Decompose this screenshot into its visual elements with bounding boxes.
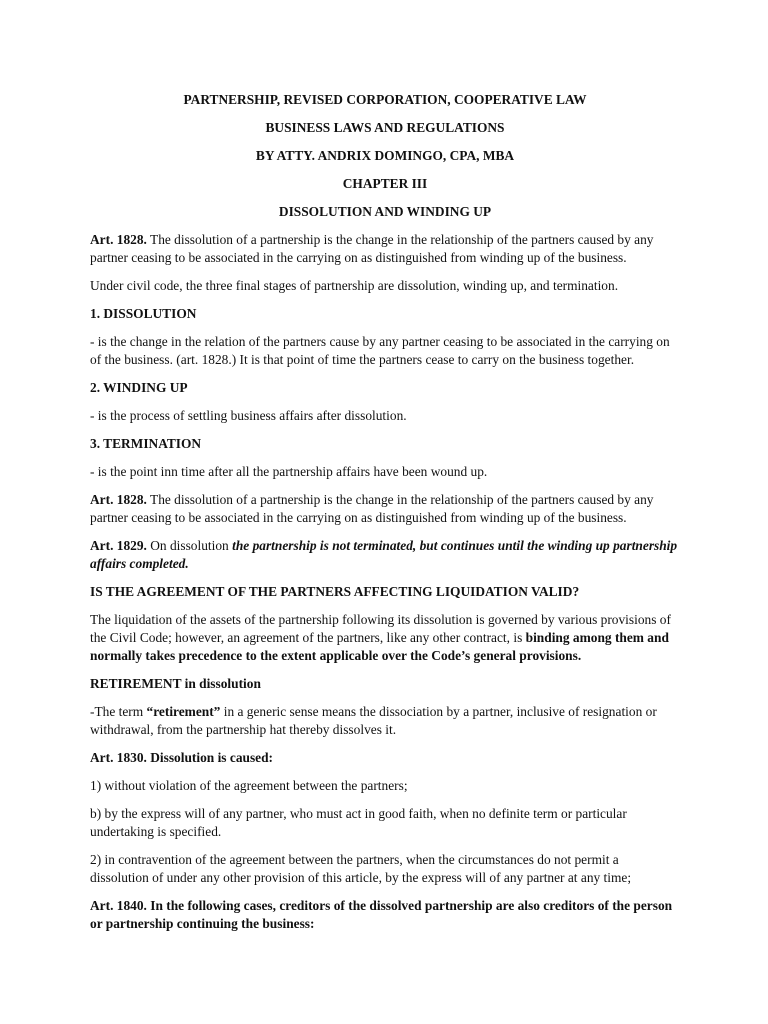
stages-paragraph: Under civil code, the three final stages of partnership are dissolution, winding up, and termination. <box>90 278 619 293</box>
art-1828-repeat-paragraph <box>90 491 680 527</box>
heading-retirement <box>90 675 680 693</box>
art-1828-paragraph <box>90 231 680 267</box>
doc-title-line2: BUSINESS LAWS AND REGULATIONS <box>265 120 505 135</box>
heading-dissolution: 1. DISSOLUTION <box>90 306 197 321</box>
chapter-number: CHAPTER III <box>342 176 428 191</box>
art-label: Art. 1828. <box>90 492 147 507</box>
doc-title-line1: PARTNERSHIP, REVISED CORPORATION, COOPERATIVE LAW <box>183 92 587 107</box>
art-label: Art. 1829. <box>90 538 147 553</box>
list-item-b: b) by the express will of any partner, who must act in good faith, when no definite term or particular undertaking is specified. <box>90 806 627 839</box>
art-emphasis: the partnership is not terminated, but continues until the winding up partnership affairs completed. <box>90 538 678 571</box>
chapter-title: DISSOLUTION AND WINDING UP <box>278 204 492 219</box>
heading-termination: 3. TERMINATION <box>90 436 202 451</box>
heading-agreement-question: IS THE AGREEMENT OF THE PARTNERS AFFECTING LIQUIDATION VALID? <box>90 584 580 599</box>
liquidation-paragraph <box>90 611 680 665</box>
list-item-1: 1) without violation of the agreement between the partners; <box>90 778 408 793</box>
art-1829-paragraph <box>90 537 680 573</box>
art-text: The dissolution of a partnership is the change in the relationship of the partners caused by any partner ceasing to be associated in the carrying on as distinguished from winding up of the business. <box>90 232 654 265</box>
retirement-pre: -The term <box>90 704 147 719</box>
termination-definition: - is the point inn time after all the partnership affairs have been wound up. <box>90 464 488 479</box>
heading-winding-up: 2. WINDING UP <box>90 380 188 395</box>
document-page <box>90 91 680 943</box>
retirement-rest: in dissolution <box>181 676 261 691</box>
art-text: The dissolution of a partnership is the change in the relationship of the partners caused by any partner ceasing to be associated in the carrying on as distinguished from winding up of the business. <box>90 492 654 525</box>
retirement-post: in a generic sense means the dissociation by a partner, inclusive of resignation or withdrawal, from the partnership hat thereby dissolves it. <box>90 704 657 737</box>
liquidation-text: The liquidation of the assets of the partnership following its dissolution is governed by various provisions of the Civil Code; however, an agreement of the partners, like any other contract, is <box>90 612 671 645</box>
list-item-2: 2) in contravention of the agreement between the partners, when the circumstances do not permit a dissolution of under any other provision of this article, by the express will of any partner at any time; <box>90 852 632 885</box>
winding-up-definition: - is the process of settling business affairs after dissolution. <box>90 408 407 423</box>
art-label: Art. 1828. <box>90 232 147 247</box>
liquidation-emphasis: binding among them and normally takes precedence to the extent applicable over the Code’s general provisions. <box>90 630 669 663</box>
art-text: On dissolution <box>146 538 233 553</box>
retirement-paragraph <box>90 703 680 739</box>
heading-art-1840: Art. 1840. In the following cases, creditors of the dissolved partnership are also creditors of the person or partnership continuing the business: <box>90 898 673 931</box>
retirement-bold: RETIREMENT <box>90 676 182 691</box>
doc-author-line: BY ATTY. ANDRIX DOMINGO, CPA, MBA <box>255 148 515 163</box>
dissolution-definition: - is the change in the relation of the partners cause by any partner ceasing to be associated in the carrying on of the business. (art. 1828.) It is that point of time the partners cease to carry on the business together. <box>90 334 670 367</box>
heading-art-1830: Art. 1830. Dissolution is caused: <box>90 750 274 765</box>
retirement-term: “retirement” <box>146 704 221 719</box>
